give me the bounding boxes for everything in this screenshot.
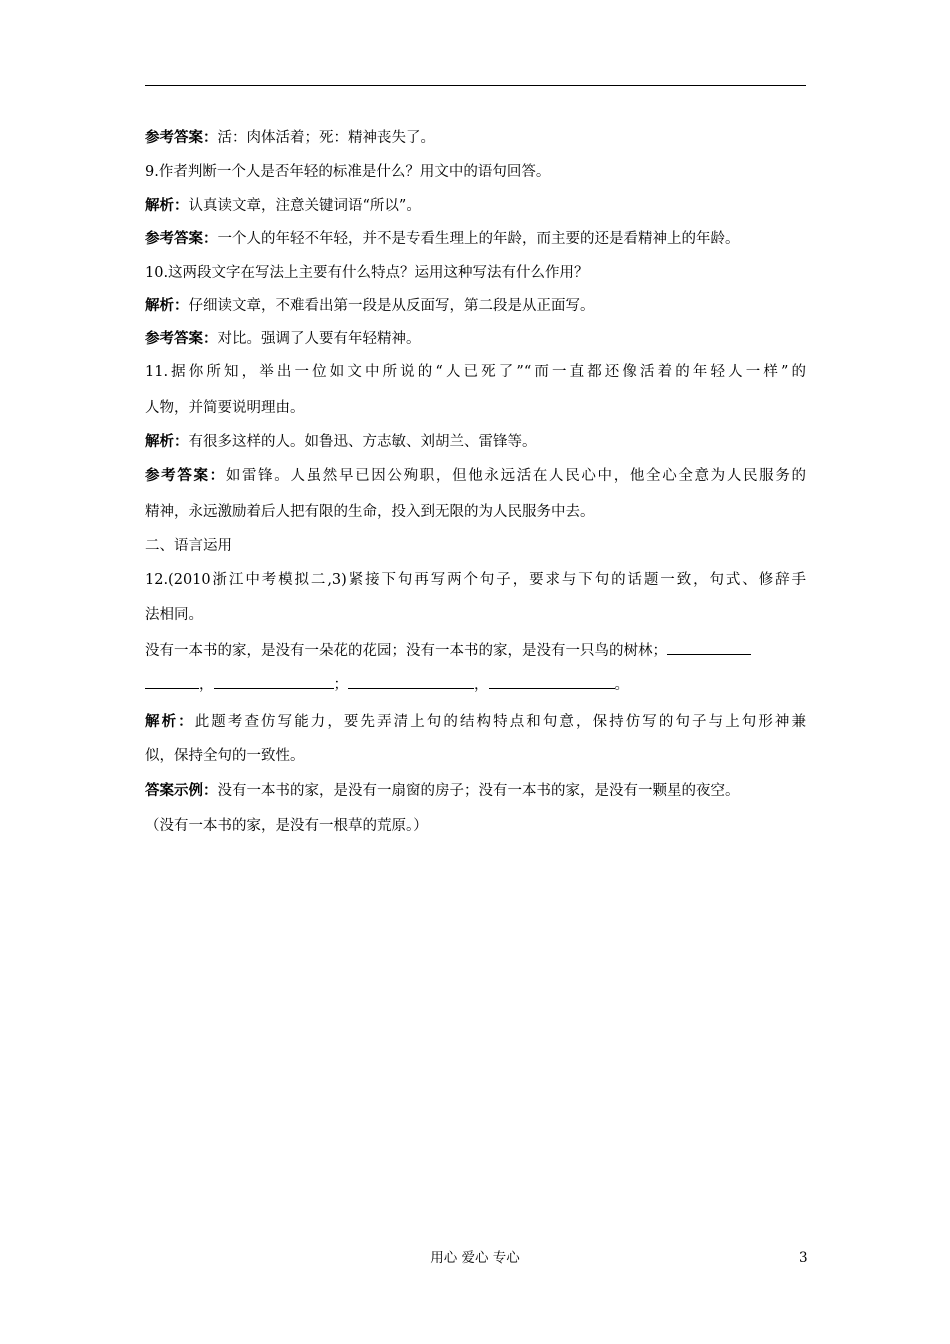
example-cont: （没有一本书的家，是没有一根草的荒原。） <box>145 818 428 834</box>
answer-label: 参考答案： <box>145 467 226 484</box>
answer-label: 参考答案： <box>145 230 218 247</box>
answer-text: 如雷锋。人虽然早已因公殉职，但他永远活在人民心中，他全心全意为人民服务的 <box>225 468 806 484</box>
punct: 。 <box>614 677 629 693</box>
analysis-label: 解析： <box>145 433 189 450</box>
question-10: 10.这两段文字在写法上主要有什么特点？运用这种写法有什么作用？ <box>145 265 589 281</box>
example-line <box>145 781 806 801</box>
answer-label: 参考答案： <box>145 330 218 347</box>
fill-blank[interactable] <box>145 674 199 689</box>
answer-line <box>145 128 806 148</box>
answer-text: 对比。强调了人要有年轻精神。 <box>217 331 421 347</box>
question-9: 9.作者判断一个人是否年轻的标准是什么？用文中的语句回答。 <box>145 164 551 180</box>
footer-text: 用心 爱心 专心 <box>430 1250 520 1266</box>
question-11-cont: 人物，并简要说明理由。 <box>145 400 305 416</box>
analysis-line <box>145 296 806 316</box>
prompt-text: 没有一本书的家，是没有一朵花的花园；没有一本书的家，是没有一只鸟的树林； <box>145 643 667 659</box>
punct: ； <box>333 677 348 693</box>
analysis-text: 有很多这样的人。如鲁迅、方志敏、刘胡兰、雷锋等。 <box>188 434 537 450</box>
page-number: 3 <box>799 1250 808 1266</box>
analysis-label: 解析： <box>145 197 189 214</box>
analysis-line <box>145 432 806 452</box>
example-label: 答案示例： <box>145 782 218 799</box>
answer-line <box>145 466 806 486</box>
analysis-label: 解析： <box>145 713 195 730</box>
answer-text: 一个人的年轻不年轻，并不是专看生理上的年龄，而主要的还是看精神上的年龄。 <box>217 231 740 247</box>
answer-text: 活：肉体活着；死：精神丧失了。 <box>217 130 435 146</box>
section-heading: 二、语言运用 <box>145 538 232 554</box>
header-rule <box>145 85 806 86</box>
answer-line <box>145 329 806 349</box>
question-11: 11.据你所知，举出一位如文中所说的“人已死了”“而一直都还像活着的年轻人一样”的 <box>145 364 806 380</box>
question-12: 12.(2010浙江中考模拟二,3)紧接下句再写两个句子，要求与下句的话题一致，句式、修辞手 <box>145 572 806 588</box>
analysis-text: 此题考查仿写能力，要先弄清上句的结构特点和句意，保持仿写的句子与上句形神兼 <box>194 714 807 730</box>
fill-blank[interactable] <box>667 640 751 655</box>
blanks-line <box>145 674 806 695</box>
fill-blank[interactable] <box>214 674 334 689</box>
punct: ， <box>474 677 489 693</box>
analysis-label: 解析： <box>145 297 189 314</box>
question-12-cont: 法相同。 <box>145 607 203 623</box>
analysis-text: 仔细读文章，不难看出第一段是从反面写，第二段是从正面写。 <box>188 298 595 314</box>
fill-blank[interactable] <box>489 674 615 689</box>
fill-blank[interactable] <box>348 674 474 689</box>
answer-line <box>145 229 806 249</box>
example-text: 没有一本书的家，是没有一扇窗的房子；没有一本书的家，是没有一颗星的夜空。 <box>217 783 740 799</box>
answer-cont: 精神，永远激励着后人把有限的生命，投入到无限的为人民服务中去。 <box>145 504 595 520</box>
analysis-line <box>145 712 806 732</box>
punct: ， <box>199 677 214 693</box>
analysis-line <box>145 196 806 216</box>
analysis-cont: 似，保持全句的一致性。 <box>145 748 305 764</box>
analysis-text: 认真读文章，注意关键词语“所以”。 <box>188 198 421 214</box>
answer-label: 参考答案： <box>145 129 218 146</box>
prompt-sentence <box>145 640 806 661</box>
